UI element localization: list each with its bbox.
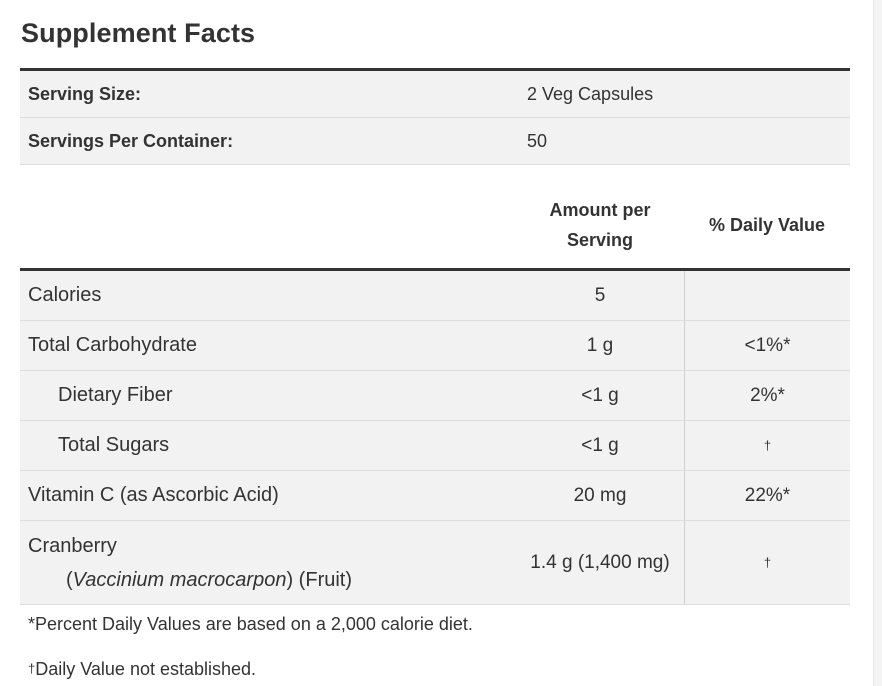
nutrient-name <box>20 529 516 597</box>
table-row <box>20 271 850 321</box>
cranberry-name: Cranberry <box>28 534 117 557</box>
nutrient-table-header <box>20 186 850 271</box>
nutrient-amount: <1 g <box>581 434 619 456</box>
scrollbar-track[interactable] <box>873 0 882 686</box>
header-daily-value: % Daily Value <box>708 214 826 235</box>
nutrient-name: Calories <box>28 284 102 306</box>
nutrient-amount: 20 mg <box>573 484 627 506</box>
nutrient-daily-value: 2%* <box>684 371 850 420</box>
nutrient-amount: 1.4 g (1,400 mg) <box>530 551 670 573</box>
page-title: Supplement Facts <box>21 18 256 48</box>
serving-info-table <box>20 68 850 165</box>
nutrient-name: Total Carbohydrate <box>28 334 197 356</box>
serving-size-row <box>20 71 850 118</box>
header-name-column <box>20 186 516 268</box>
cranberry-latin-line <box>28 563 516 597</box>
cranberry-open-paren: ( <box>66 568 73 591</box>
servings-per-container-label: Servings Per Container: <box>28 130 234 151</box>
nutrient-amount: <1 g <box>581 384 619 406</box>
footnote-dagger <box>28 659 256 680</box>
header-amount-line1: Amount per <box>549 200 651 220</box>
table-row <box>20 421 850 471</box>
nutrient-daily-value: 22%* <box>684 471 850 520</box>
table-row <box>20 471 850 521</box>
nutrient-name: Total Sugars <box>58 434 170 456</box>
table-row <box>20 521 850 605</box>
nutrient-name: Dietary Fiber <box>58 384 173 406</box>
nutrient-amount: 5 <box>594 284 606 306</box>
footnote-percent: *Percent Daily Values are based on a 2,000 calorie diet. <box>28 614 473 634</box>
nutrient-amount: 1 g <box>586 334 614 356</box>
serving-size-label: Serving Size: <box>28 83 142 104</box>
header-amount-line2: Serving <box>566 230 634 250</box>
nutrient-daily-value <box>684 271 850 320</box>
header-amount-column <box>516 186 684 268</box>
table-row <box>20 321 850 371</box>
cranberry-latin-name: Vaccinium macrocarpon <box>72 568 287 591</box>
serving-size-value: 2 Veg Capsules <box>527 83 654 104</box>
cranberry-suffix: ) (Fruit) <box>286 568 353 591</box>
nutrient-table <box>20 186 850 605</box>
servings-per-container-value: 50 <box>527 130 548 151</box>
footnote-dagger-text: Daily Value not established. <box>35 659 257 679</box>
nutrient-daily-value: <1%* <box>684 321 850 370</box>
table-row <box>20 371 850 421</box>
nutrient-daily-value: † <box>684 421 850 470</box>
servings-per-container-row <box>20 118 850 165</box>
footnote-dagger-symbol: † <box>28 661 36 676</box>
nutrient-daily-value: † <box>684 521 850 604</box>
nutrient-name: Vitamin C (as Ascorbic Acid) <box>28 484 279 506</box>
